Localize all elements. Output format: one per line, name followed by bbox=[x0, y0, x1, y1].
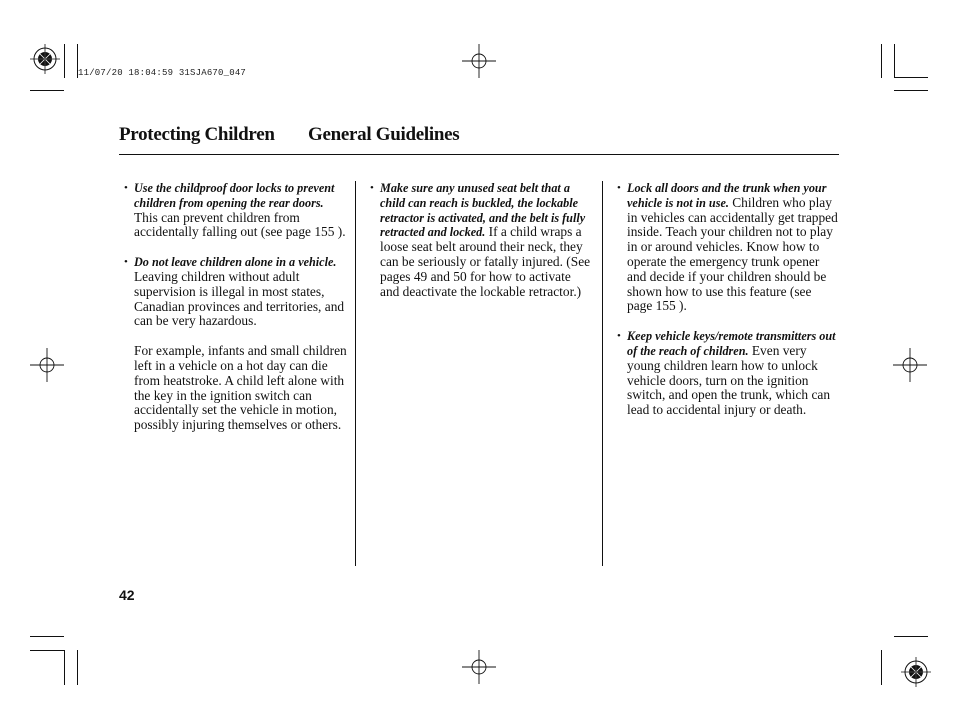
item-lead: Lock all doors and the trunk when your vehicle is not in use. bbox=[627, 181, 827, 210]
page-number: 42 bbox=[119, 587, 135, 603]
crop-line bbox=[894, 90, 928, 91]
subsection-title: General Guidelines bbox=[308, 124, 460, 145]
item-body: This can prevent children from accidentally falling out (see page 155 ). bbox=[134, 209, 346, 240]
print-stamp: 11/07/20 18:04:59 31SJA670_047 bbox=[78, 68, 247, 78]
bullet-icon: • bbox=[617, 182, 621, 194]
bullet-icon: • bbox=[124, 256, 128, 269]
crop-line bbox=[894, 44, 895, 78]
column-divider bbox=[602, 181, 603, 566]
column-2 bbox=[365, 181, 593, 314]
item-body: Leaving children without adult supervision is illegal in most states, Canadian provinces and territories, and can be very hazardous. bbox=[134, 268, 345, 329]
list-item bbox=[119, 255, 347, 329]
item-body: If a child wraps a loose seat belt around their neck, they can be seriously or fatally injured. (See pages 49 and 50 for how to activate and deactivate the lockable retractor.) bbox=[380, 224, 591, 299]
crop-line bbox=[894, 636, 928, 637]
crosshair-top-center-icon bbox=[462, 44, 496, 78]
crop-line bbox=[77, 650, 78, 685]
item-lead: Make sure any unused seat belt that a child can reach is buckled, the lockable retractor is activated, and the belt is fully retracted and locked. bbox=[380, 181, 586, 240]
crop-line bbox=[64, 44, 65, 78]
crop-line bbox=[881, 650, 882, 685]
registration-mark-bottom-right-icon bbox=[901, 657, 931, 687]
crosshair-bottom-center-icon bbox=[462, 650, 496, 684]
crop-line bbox=[30, 650, 64, 651]
crosshair-left-icon bbox=[30, 348, 64, 382]
bullet-icon: • bbox=[617, 330, 621, 343]
item-lead: Keep vehicle keys/remote transmitters out of the reach of children. bbox=[627, 329, 836, 358]
item-body: Even very young children learn how to unlock vehicle doors, turn on the ignition switch, and open the trunk, which can lead to accidental injury or death. bbox=[627, 342, 831, 418]
section-title: Protecting Children bbox=[119, 124, 275, 145]
column-3 bbox=[612, 181, 840, 433]
column-divider bbox=[355, 181, 356, 566]
list-item bbox=[612, 329, 840, 418]
bullet-icon: • bbox=[124, 182, 128, 194]
list-item bbox=[119, 181, 347, 240]
crop-line bbox=[894, 77, 928, 78]
crop-line bbox=[881, 44, 882, 78]
item-body: Children who play in vehicles can accidentally get trapped inside. Teach your children not to play in or around vehicles. Know how to operate the emergency trunk opener and decide if your children should be shown how to use this feature (see page 155 ). bbox=[627, 194, 838, 314]
page-header bbox=[119, 124, 839, 155]
crop-line bbox=[64, 650, 65, 685]
bullet-icon: • bbox=[370, 182, 374, 194]
item-lead: Do not leave children alone in a vehicle. bbox=[134, 255, 337, 270]
crop-line bbox=[30, 636, 64, 637]
crop-line bbox=[30, 90, 64, 91]
item-lead: Use the childproof door locks to prevent children from opening the rear doors. bbox=[134, 181, 335, 210]
crosshair-right-icon bbox=[893, 348, 927, 382]
list-item bbox=[612, 181, 840, 314]
registration-mark-top-left-icon bbox=[30, 44, 60, 74]
list-item bbox=[365, 181, 593, 299]
column-1 bbox=[119, 181, 347, 433]
paragraph: For example, infants and small children left in a vehicle on a hot day can die from heatstroke. A child left alone with the key in the ignition switch can accidentally set the vehicle in motion, possibly injuring themselves or others. bbox=[134, 343, 347, 433]
